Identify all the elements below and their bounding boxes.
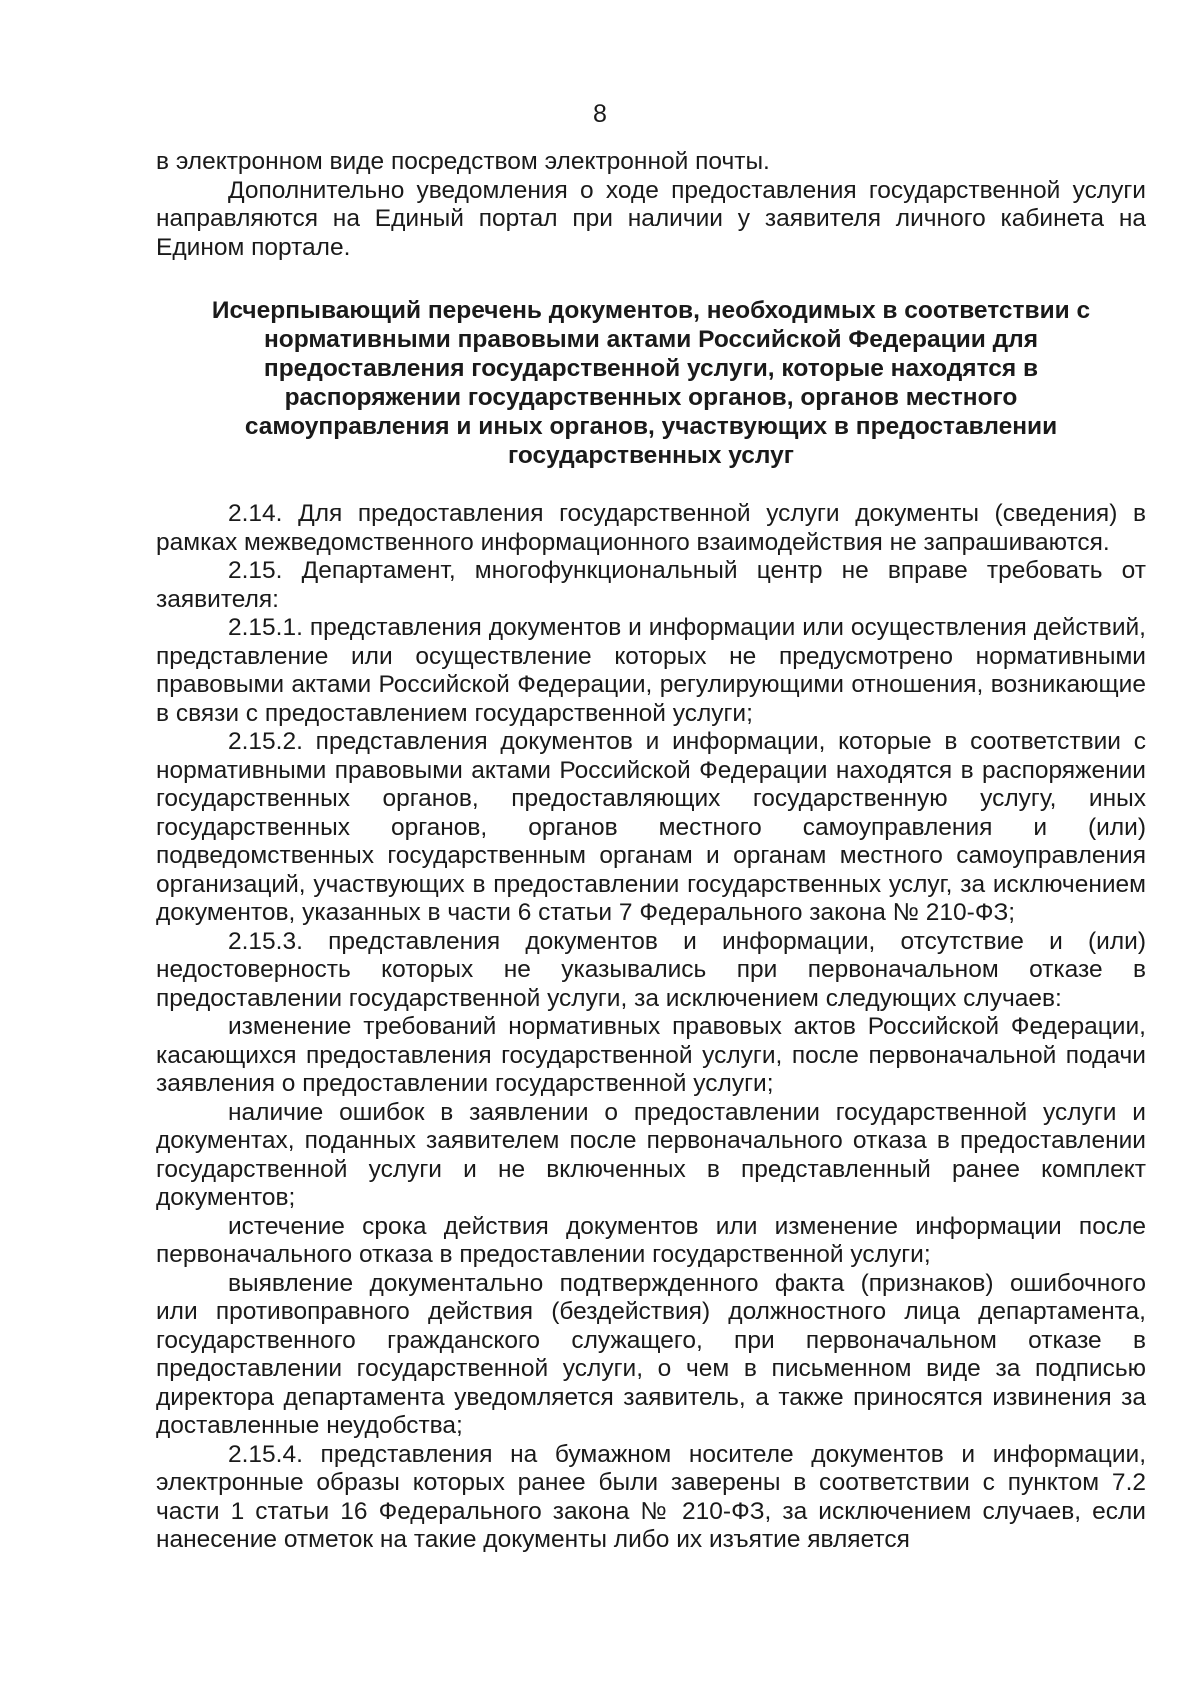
paragraph-2-15-1: 2.15.1. представления документов и информации или осуществления действий, представление или осуществление которых не предусмотрено нормативными правовыми актами Российской Федерации, регулирующими отношения, возникающие в связи с предоставлением государственной услуги; <box>156 614 1146 727</box>
paragraph-case-errors: наличие ошибок в заявлении о предоставлении государственной услуги и документах, поданных заявителем после первоначального отказа в предоставлении государственной услуги и не включенных в представленный ранее комплект документов; <box>156 1098 1146 1211</box>
document-body <box>156 148 1146 1555</box>
page-number: 8 <box>593 100 607 128</box>
paragraph-notification: Дополнительно уведомления о ходе предоставления государственной услуги направляются на Единый портал при наличии у заявителя личного кабинета на Едином портале. <box>156 176 1146 261</box>
section-heading: Исчерпывающий перечень документов, необходимых в соответствии с нормативными правовыми актами Российской Федерации для предоставления государственной услуги, которые находятся в распоряжении государственных органов, органов местного самоуправления и иных органов, участвующих в предоставлении государственных услуг <box>211 297 1091 469</box>
paragraph-2-15-4: 2.15.4. представления на бумажном носителе документов и информации, электронные образы которых ранее были заверены в соответствии с пунктом 7.2 части 1 статьи 16 Федерального закона № 210-ФЗ, за исключением случаев, если нанесение отметок на такие документы либо их изъятие является <box>156 1440 1146 1553</box>
paragraph-case-requirements-change: изменение требований нормативных правовых актов Российской Федерации, касающихся предоставления государственной услуги, после первоначальной подачи заявления о предоставлении государственной услуги; <box>156 1013 1146 1097</box>
paragraph-case-expiry: истечение срока действия документов или изменение информации после первоначального отказа в предоставлении государственной услуги; <box>156 1212 1146 1268</box>
paragraph-case-misconduct: выявление документально подтвержденного факта (признаков) ошибочного или противоправного действия (бездействия) должностного лица департамента, государственного гражданского служащего, при первоначальном отказе в предоставлении государственной услуги, о чем в письменном виде за подписью директора департамента уведомляется заявитель, а также приносятся извинения за доставленные неудобства; <box>156 1269 1146 1439</box>
paragraph-2-15-2: 2.15.2. представления документов и информации, которые в соответствии с нормативными правовыми актами Российской Федерации находятся в распоряжении государственных органов, предоставляющих государственную услугу, иных государственных органов, органов местного самоуправления и (или) подведомственных государственным органам и органам местного самоуправления организаций, участвующих в предоставлении государственных услуг, за исключением документов, указанных в части 6 статьи 7 Федерального закона № 210-ФЗ; <box>156 728 1146 926</box>
paragraph-2-15-3: 2.15.3. представления документов и информации, отсутствие и (или) недостоверность которых не указывались при первоначальном отказе в предоставлении государственной услуги, за исключением следующих случаев: <box>156 927 1146 1012</box>
paragraph-2-14: 2.14. Для предоставления государственной услуги документы (сведения) в рамках межведомственного информационного взаимодействия не запрашиваются. <box>156 500 1146 556</box>
paragraph-2-15: 2.15. Департамент, многофункциональный центр не вправе требовать от заявителя: <box>156 557 1146 613</box>
paragraph-continuation: в электронном виде посредством электронной почты. <box>156 148 770 175</box>
